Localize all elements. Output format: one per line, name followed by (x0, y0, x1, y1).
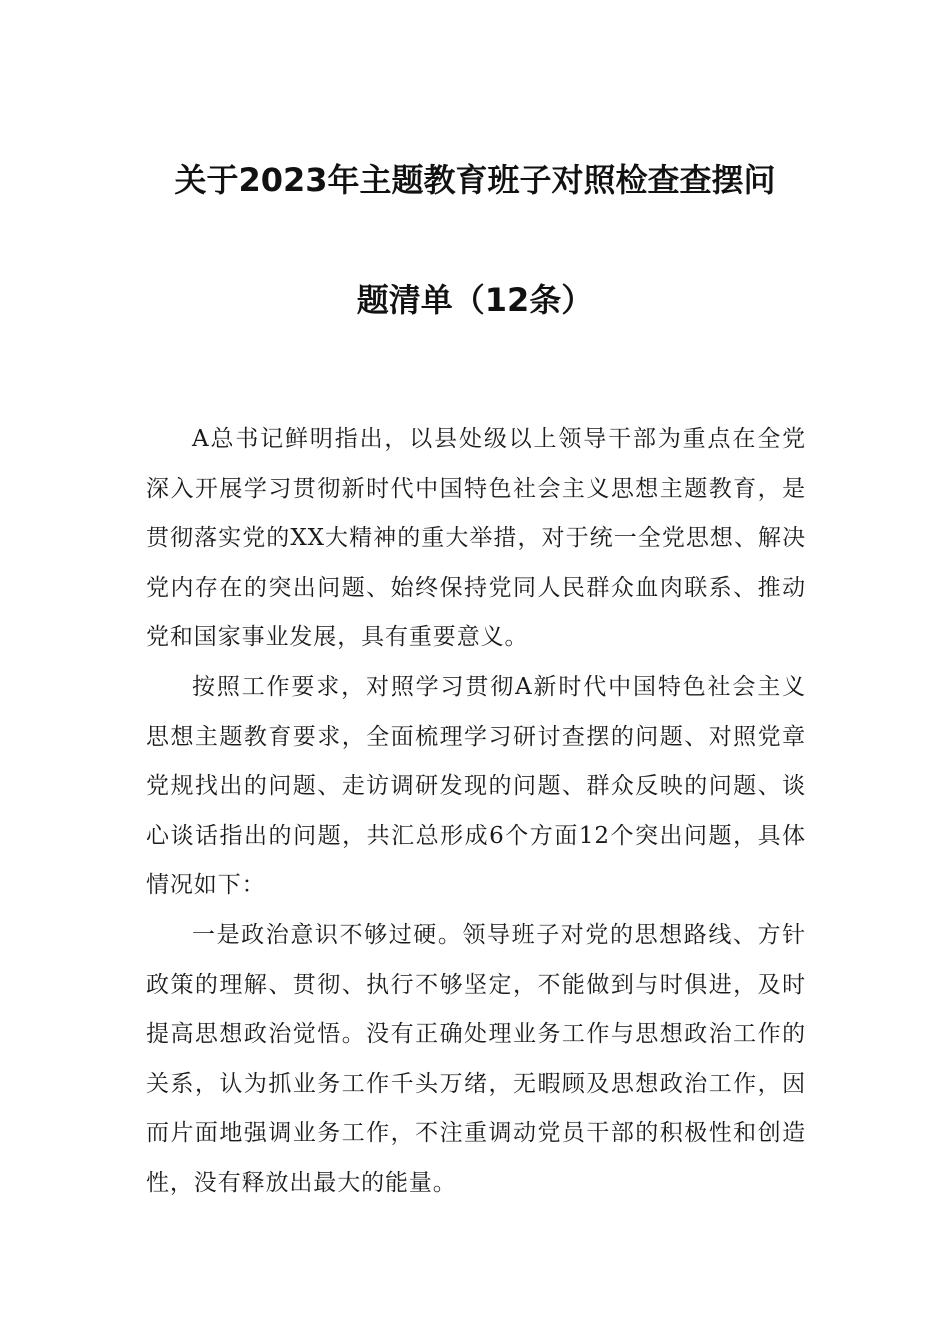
document-title-line-1: 关于2023年主题教育班子对照检查查摆问 (174, 161, 776, 199)
document-title-line-2: 题清单（12条） (356, 281, 594, 319)
paragraph-intro: A总书记鲜明指出，以县处级以上领导干部为重点在全党深入开展学习贯彻新时代中国特色社会主义思想主题教育，是贯彻落实党的XX大精神的重大举措，对于统一全党思想、解决党内存在的突出问题、始终保持党同人民群众血肉联系、推动党和国家事业发展，具有重要意义。 (146, 426, 806, 651)
paragraph-requirements: 按照工作要求，对照学习贯彻A新时代中国特色社会主义思想主题教育要求，全面梳理学习研讨查摆的问题、对照党章党规找出的问题、走访调研发现的问题、群众反映的问题、谈心谈话指出的问题，共汇总形成6个方面12个突出问题，具体情况如下： (146, 673, 806, 899)
document-body (146, 415, 806, 1209)
paragraph-issue-1: 一是政治意识不够过硬。领导班子对党的思想路线、方针政策的理解、贯彻、执行不够坚定，不能做到与时俱进，及时提高思想政治觉悟。没有正确处理业务工作与思想政治工作的关系，认为抓业务工作千头万绪，无暇顾及思想政治工作，因而片面地强调业务工作，不注重调动党员干部的积极性和创造性，没有释放出最大的能量。 (146, 921, 806, 1196)
